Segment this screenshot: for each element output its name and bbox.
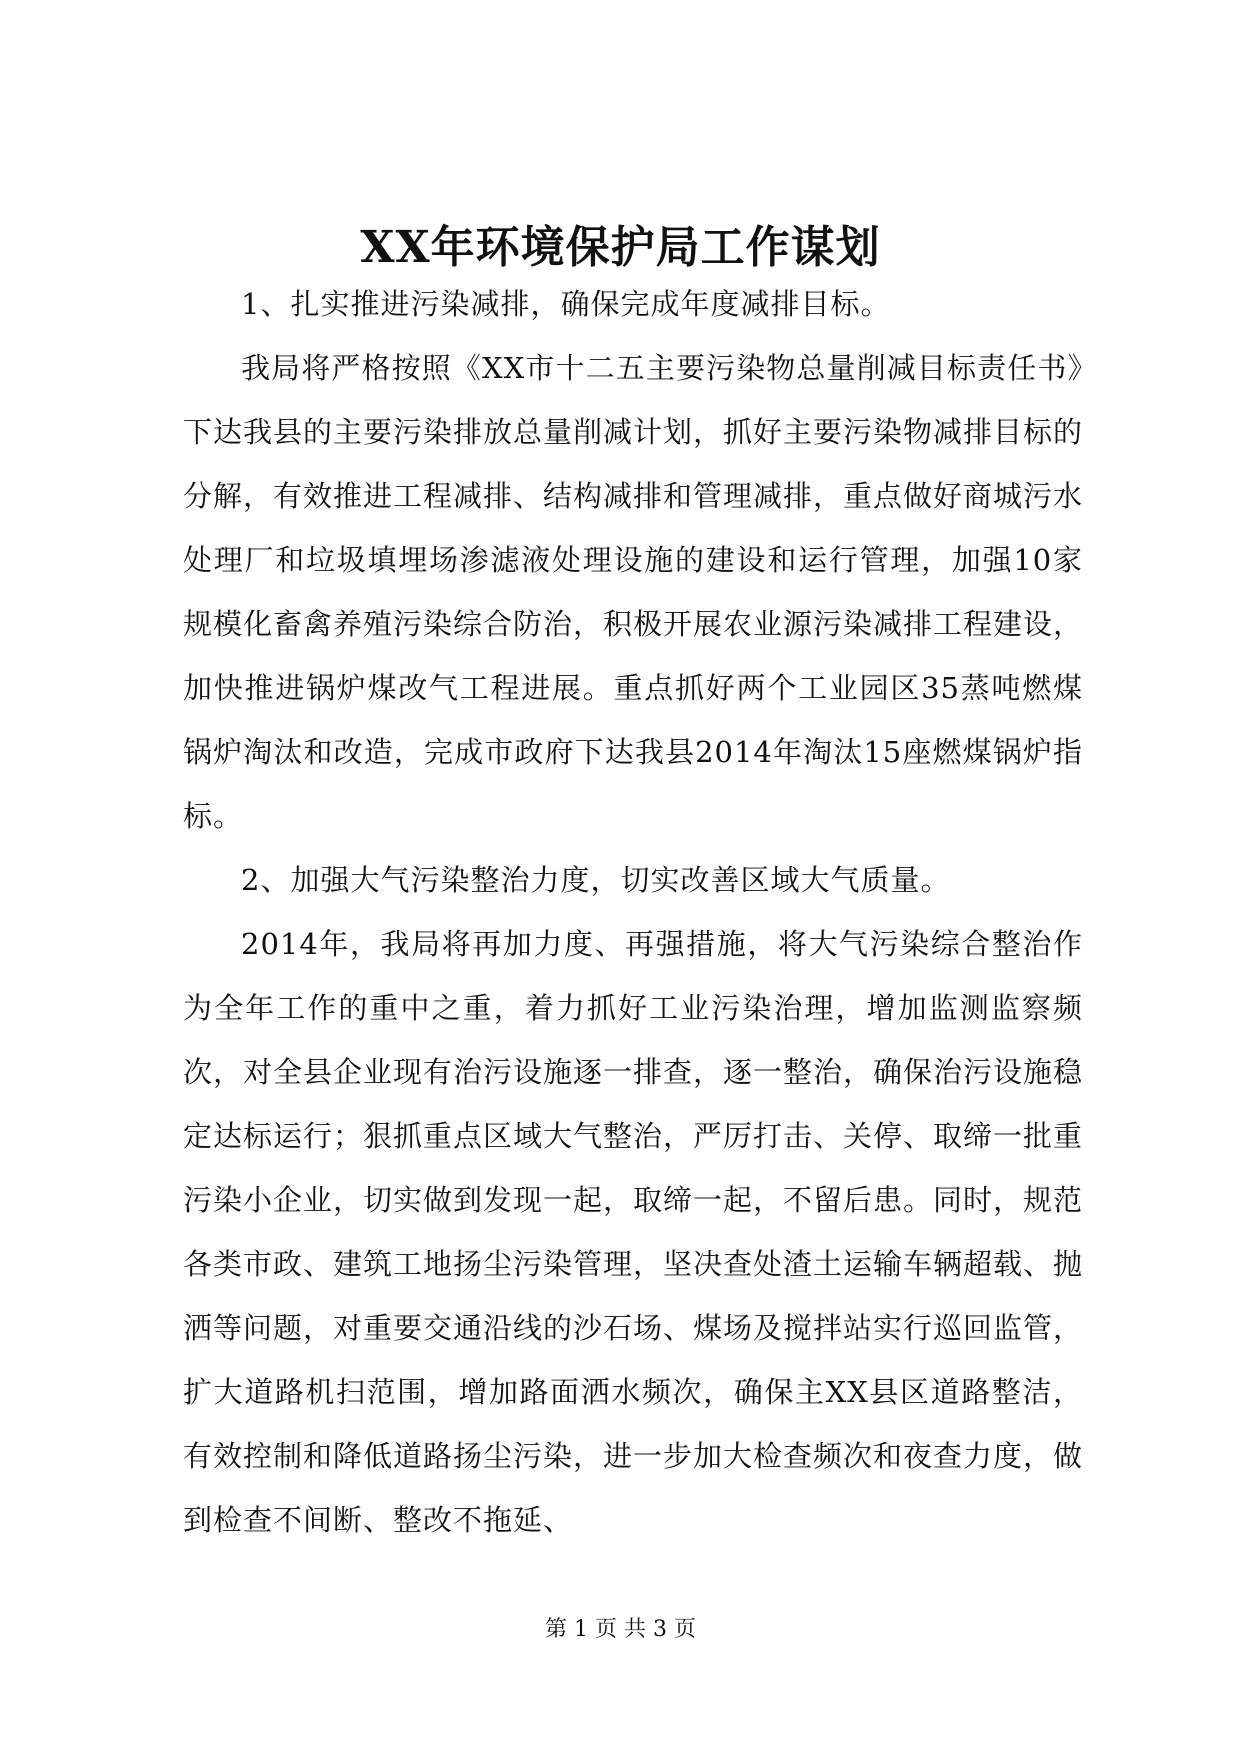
paragraph-1: 1、扎实推进污染减排，确保完成年度减排目标。 — [241, 287, 891, 321]
page-footer: 第 1 页 共 3 页 — [545, 1617, 696, 1642]
document-title: XX年环境保护局工作谋划 — [360, 222, 881, 273]
document-body — [183, 272, 1083, 1552]
paragraph-3: 2、加强大气污染整治力度，切实改善区域大气质量。 — [241, 863, 951, 897]
paragraph-2: 我局将严格按照《XX市十二五主要污染物总量削减目标责任书》下达我县的主要污染排放总量削减计划，抓好主要污染物减排目标的分解，有效推进工程减排、结构减排和管理减排，重点做好商城污水处理厂和垃圾填埋场渗滤液处理设施的建设和运行管理，加强10家规模化畜禽养殖污染综合防治，积极开展农业源污染减排工程建设，加快推进锅炉煤改气工程进展。重点抓好两个工业园区35蒸吨燃煤锅炉淘汰和改造，完成市政府下达我县2014年淘汰15座燃煤锅炉指标。 — [183, 351, 1084, 833]
paragraph-4: 2014年，我局将再加力度、再强措施，将大气污染综合整治作为全年工作的重中之重，着力抓好工业污染治理，增加监测监察频次，对全县企业现有治污设施逐一排查，逐一整治，确保治污设施稳定达标运行；狠抓重点区域大气整治，严厉打击、关停、取缔一批重污染小企业，切实做到发现一起，取缔一起，不留后患。同时，规范各类市政、建筑工地扬尘污染管理，坚决查处渣土运输车辆超载、抛洒等问题，对重要交通沿线的沙石场、煤场及搅拌站实行巡回监管，扩大道路机扫范围，增加路面洒水频次，确保主XX县区道路整洁，有效控制和降低道路扬尘污染，进一步加大检查频次和夜查力度，做到检查不间断、整改不拖延、 — [183, 927, 1084, 1537]
